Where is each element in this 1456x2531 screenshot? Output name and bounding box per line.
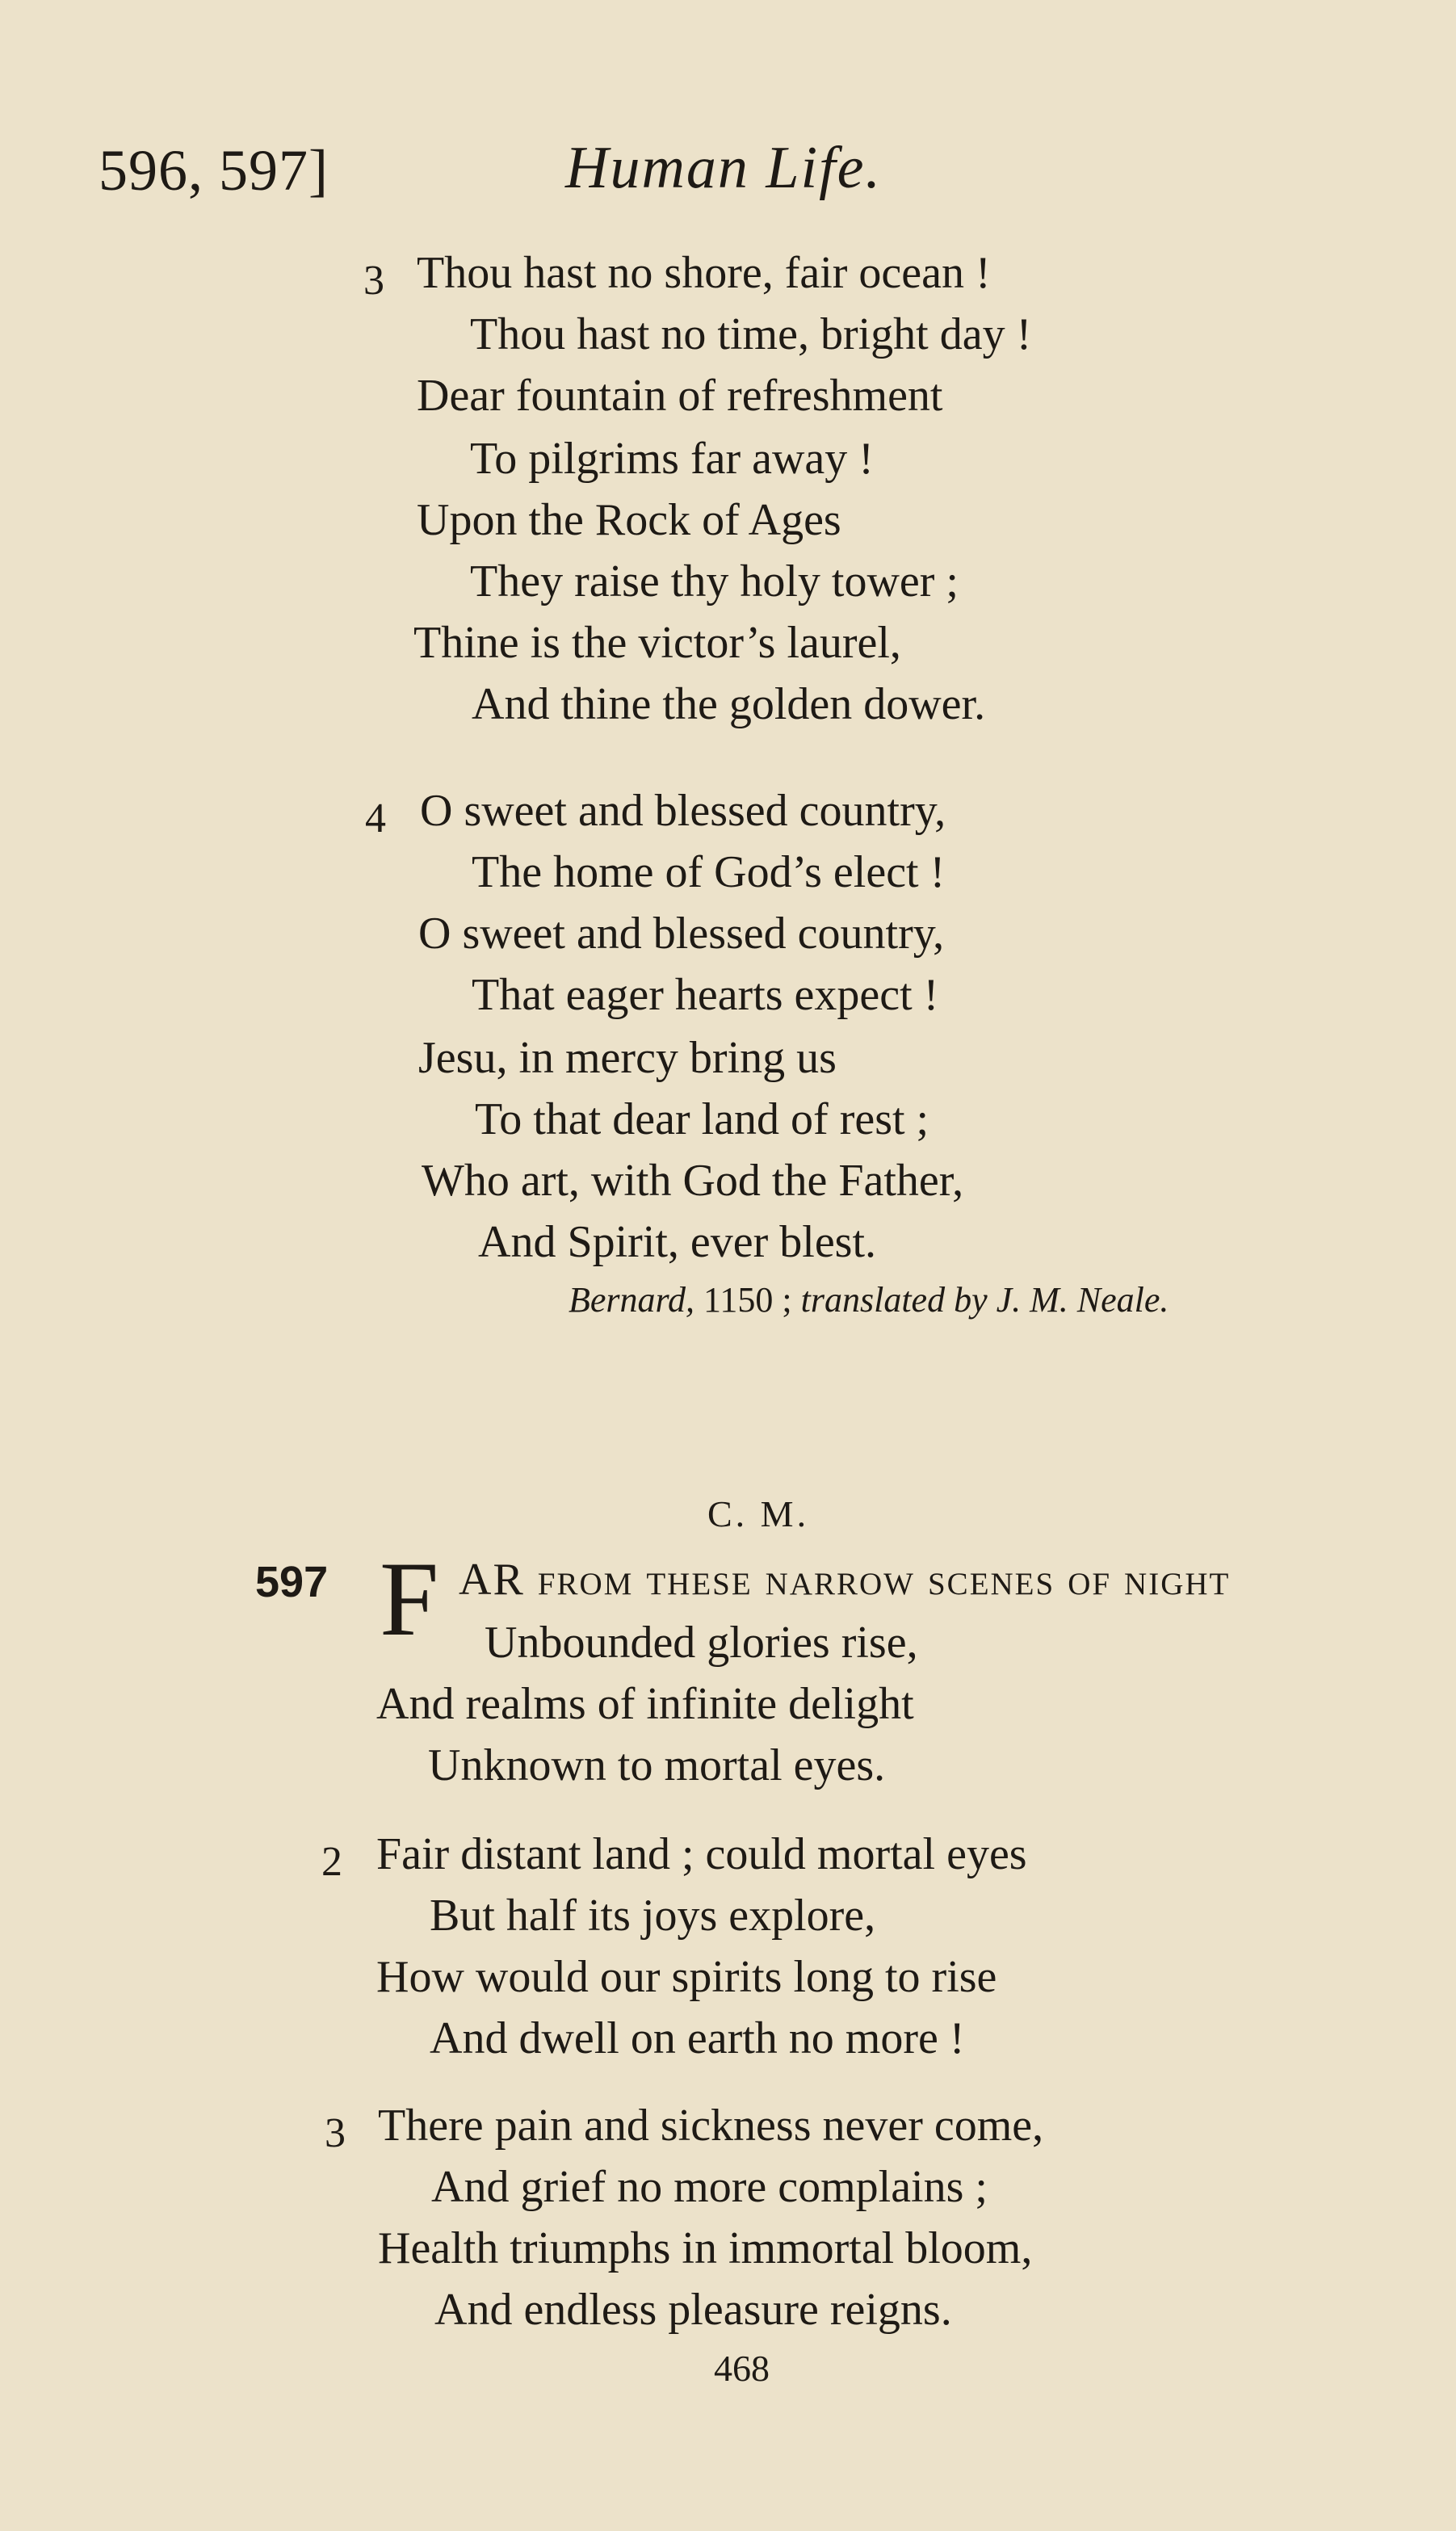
page-range-header: 596, 597]	[99, 138, 329, 203]
verse-number: 3	[363, 258, 384, 304]
verse-line: To that dear land of rest ;	[475, 1094, 929, 1144]
verse-line: But half its joys explore,	[430, 1891, 876, 1941]
verse-line: Dear fountain of refreshment	[417, 371, 943, 421]
drop-cap: F	[380, 1539, 439, 1658]
verse-line: There pain and sickness never come,	[378, 2101, 1044, 2151]
verse-line: And thine the golden dower.	[472, 679, 986, 729]
verse-line: To pilgrims far away !	[470, 434, 874, 484]
attribution-year: 1150 ;	[703, 1280, 792, 1320]
verse-line: O sweet and blessed country,	[420, 786, 946, 836]
verse-line: O sweet and blessed country,	[418, 909, 945, 959]
verse-line: And dwell on earth no more !	[430, 2013, 965, 2063]
attribution-translator: translated by J. M. Neale.	[800, 1280, 1169, 1320]
attribution	[569, 1279, 1169, 1320]
verse-line: Fair distant land ; could mortal eyes	[376, 1829, 1027, 1879]
verse-line	[459, 1549, 1230, 1610]
verse-line: The home of God’s elect !	[472, 847, 946, 897]
first-line-rest: AR from these narrow scenes of night	[459, 1555, 1231, 1605]
verse-line: And endless pleasure reigns.	[434, 2285, 952, 2335]
verse-line: Thou hast no time, bright day !	[470, 309, 1032, 359]
page-number: 468	[714, 2348, 770, 2389]
verse-line: And realms of infinite delight	[376, 1679, 914, 1729]
verse-line: That eager hearts expect !	[472, 970, 939, 1020]
verse-number: 2	[321, 1839, 342, 1885]
verse-line: Upon the Rock of Ages	[417, 495, 841, 545]
verse-line: Jesu, in mercy bring us	[418, 1033, 837, 1083]
verse-line: And Spirit, ever blest.	[478, 1217, 877, 1267]
verse-number: 3	[325, 2110, 346, 2156]
verse-line: Thine is the victor’s laurel,	[413, 618, 901, 668]
verse-line: Unknown to mortal eyes.	[428, 1740, 886, 1790]
hymn-number: 597	[255, 1558, 329, 1606]
verse-line: How would our spirits long to rise	[376, 1952, 997, 2002]
meter-label: C. M.	[707, 1493, 810, 1534]
verse-line: Health triumphs in immortal bloom,	[378, 2223, 1033, 2273]
verse-line: Thou hast no shore, fair ocean !	[417, 248, 991, 298]
verse-line: Unbounded glories rise,	[485, 1618, 918, 1668]
attribution-author: Bernard,	[569, 1280, 695, 1320]
page-title: Human Life.	[565, 135, 882, 201]
verse-line: They raise thy holy tower ;	[470, 556, 959, 607]
verse-number: 4	[365, 795, 386, 842]
verse-line: Who art, with God the Father,	[422, 1156, 964, 1206]
verse-line: And grief no more complains ;	[431, 2162, 988, 2212]
